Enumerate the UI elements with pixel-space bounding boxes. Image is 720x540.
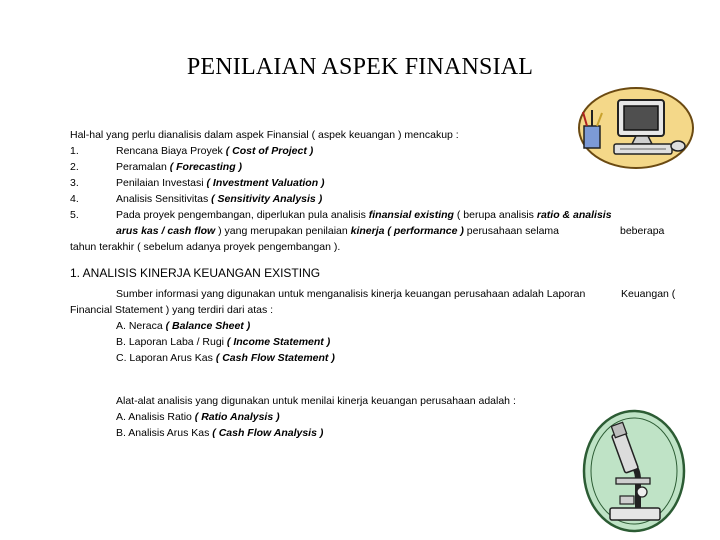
- list-item: [116, 425, 323, 441]
- list-item-text: Penilaian Investasi: [116, 177, 207, 189]
- list-item-continuation: [116, 223, 559, 239]
- list-item-term: ( Cash Flow Statement ): [215, 352, 335, 364]
- list-item-text: perusahaan selama: [463, 225, 559, 237]
- list-item: [116, 159, 242, 175]
- list-item-term: kinerja ( performance ): [350, 225, 464, 237]
- list-item-text: C. Laporan Arus Kas: [116, 352, 216, 364]
- list-item-text: A. Neraca: [116, 320, 166, 332]
- list-number: 4.: [70, 193, 79, 205]
- list-item: [116, 409, 280, 425]
- list-item-term: ( Income Statement ): [226, 336, 331, 348]
- list-number: 1.: [70, 145, 79, 157]
- list-item-text: A. Analisis Ratio: [116, 411, 195, 423]
- list-item: [116, 191, 322, 207]
- list-number: 5.: [70, 209, 79, 221]
- microscope-clipart-icon: [580, 408, 688, 534]
- list-item: [116, 143, 313, 159]
- computer-clipart-icon: [574, 80, 696, 172]
- list-item-term: ( Investment Valuation ): [206, 177, 325, 189]
- list-item-term: ( Cost of Project ): [225, 145, 314, 157]
- section-text: Sumber informasi yang digunakan untuk menganalisis kinerja keuangan perusahaan adalah Laporan: [116, 288, 586, 300]
- list-number: 2.: [70, 161, 79, 173]
- list-item-text: tahun terakhir ( sebelum adanya proyek pengembangan ).: [70, 241, 341, 253]
- section-heading: 1. ANALISIS KINERJA KEUANGAN EXISTING: [70, 266, 321, 280]
- section-text: Alat-alat analisis yang digunakan untuk menilai kinerja keuangan perusahaan adalah :: [116, 395, 516, 407]
- list-item-text: Analisis Sensitivitas: [116, 193, 212, 205]
- list-item-text: Pada proyek pengembangan, diperlukan pula analisis: [116, 209, 369, 221]
- intro-text: Hal-hal yang perlu dianalisis dalam aspek Finansial ( aspek keuangan ) mencakup :: [70, 129, 459, 141]
- list-item-text: ) yang merupakan penilaian: [215, 225, 351, 237]
- list-number: 3.: [70, 177, 79, 189]
- list-item-term: ( Sensitivity Analysis ): [211, 193, 323, 205]
- list-item: [116, 350, 335, 366]
- list-item-term: ( Balance Sheet ): [165, 320, 251, 332]
- list-item-text: Rencana Biaya Proyek: [116, 145, 226, 157]
- list-item: [116, 175, 325, 191]
- list-item-text: beberapa: [620, 225, 665, 237]
- list-item-text: B. Laporan Laba / Rugi: [116, 336, 227, 348]
- list-item: [116, 334, 330, 350]
- list-item-term: finansial existing: [368, 209, 454, 221]
- list-item: [116, 318, 250, 334]
- section-text: Keuangan (: [621, 288, 676, 300]
- section-text: Financial Statement ) yang terdiri dari atas :: [70, 304, 274, 316]
- list-item-term: ( Ratio Analysis ): [194, 411, 280, 423]
- list-item-term: ratio & analisis: [536, 209, 612, 221]
- list-item-term: arus kas / cash flow: [116, 225, 216, 237]
- list-item-term: ( Forecasting ): [169, 161, 243, 173]
- list-item-text: ( berupa analisis: [453, 209, 537, 221]
- list-item-text: Peramalan: [116, 161, 170, 173]
- list-item: [116, 207, 612, 223]
- list-item-text: B. Analisis Arus Kas: [116, 427, 213, 439]
- list-item-term: ( Cash Flow Analysis ): [212, 427, 324, 439]
- page-title: PENILAIAN ASPEK FINANSIAL: [186, 54, 534, 80]
